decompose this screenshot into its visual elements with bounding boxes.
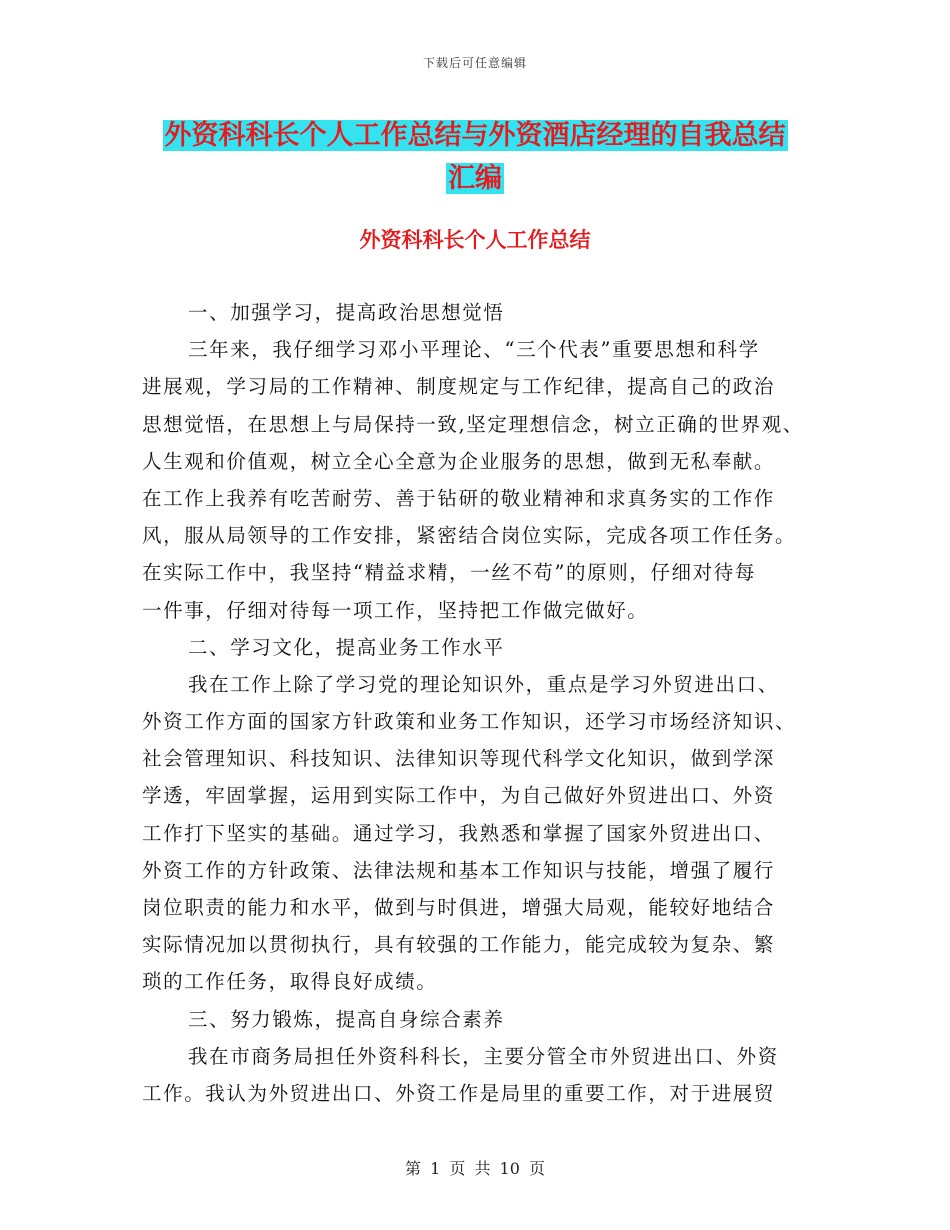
body-line: 一件事，仔细对待每一项工作，坚持把工作做完做好。 (142, 598, 649, 622)
body-line: 实际情况加以贯彻执行，具有较强的工作能力，能完成较为复杂、繁 (142, 933, 776, 957)
body-line: 人生观和价值观，树立全心全意为企业服务的思想，做到无私奉献。 (142, 449, 776, 473)
body-line: 风，服从局领导的工作安排，紧密结合岗位实际，完成各项工作任务。 (142, 524, 797, 548)
body-line: 琐的工作任务，取得良好成绩。 (142, 970, 438, 994)
body-line: 二、学习文化，提高业务工作水平 (188, 635, 505, 659)
document-title-line-1: 外资科科长个人工作总结与外资酒店经理的自我总结 (164, 120, 786, 151)
body-line: 社会管理知识、科技知识、法律知识等现代科学文化知识，做到学深 (142, 747, 776, 771)
body-line: 在工作上我养有吃苦耐劳、善于钻研的敬业精神和求真务实的工作作 (142, 486, 776, 510)
body-line: 我在工作上除了学习党的理论知识外，重点是学习外贸进出口、 (188, 672, 779, 696)
body-line: 一、加强学习，提高政治思想觉悟 (188, 301, 505, 324)
document-title-continued (0, 156, 950, 195)
body-line: 思想觉悟，在思想上与局保持一致,坚定理想信念，树立正确的世界观、 (142, 412, 804, 436)
body-line: 在实际工作中，我坚持“精益求精，一丝不苟”的原则，仔细对待每 (142, 561, 756, 585)
body-text (142, 294, 822, 1112)
body-line: 工作打下坚实的基础。通过学习，我熟悉和掌握了国家外贸进出口、 (142, 821, 776, 845)
body-line: 工作。我认为外贸进出口、外资工作是局里的重要工作，对于进展贸 (142, 1081, 776, 1105)
body-line: 学透，牢固掌握，运用到实际工作中，为自己做好外贸进出口、外资 (142, 784, 776, 808)
section-title: 外资科科长个人工作总结 (359, 228, 591, 252)
body-line: 外资工作的方针政策、法律法规和基本工作知识与技能，增强了履行 (142, 858, 776, 882)
body-line: 我在市商务局担任外资科科长，主要分管全市外贸进出口、外资 (188, 1044, 779, 1068)
body-line: 岗位职责的能力和水平，做到与时俱进，增强大局观，能较好地结合 (142, 896, 776, 919)
page-footer: 第 1 页 共 10 页 (405, 1159, 545, 1178)
header-note: 下载后可任意编辑 (422, 56, 527, 70)
body-line: 进展观，学习局的工作精神、制度规定与工作纪律，提高自己的政治 (142, 375, 776, 399)
body-line: 三、努力锻炼，提高自身综合素养 (188, 1007, 505, 1031)
body-line: 外资工作方面的国家方针政策和业务工作知识，还学习市场经济知识、 (142, 710, 797, 734)
document-title-line-2: 汇编 (448, 163, 502, 194)
body-line: 三年来，我仔细学习邓小平理论、“三个代表”重要思想和科学 (188, 338, 760, 362)
document-title (0, 113, 950, 152)
